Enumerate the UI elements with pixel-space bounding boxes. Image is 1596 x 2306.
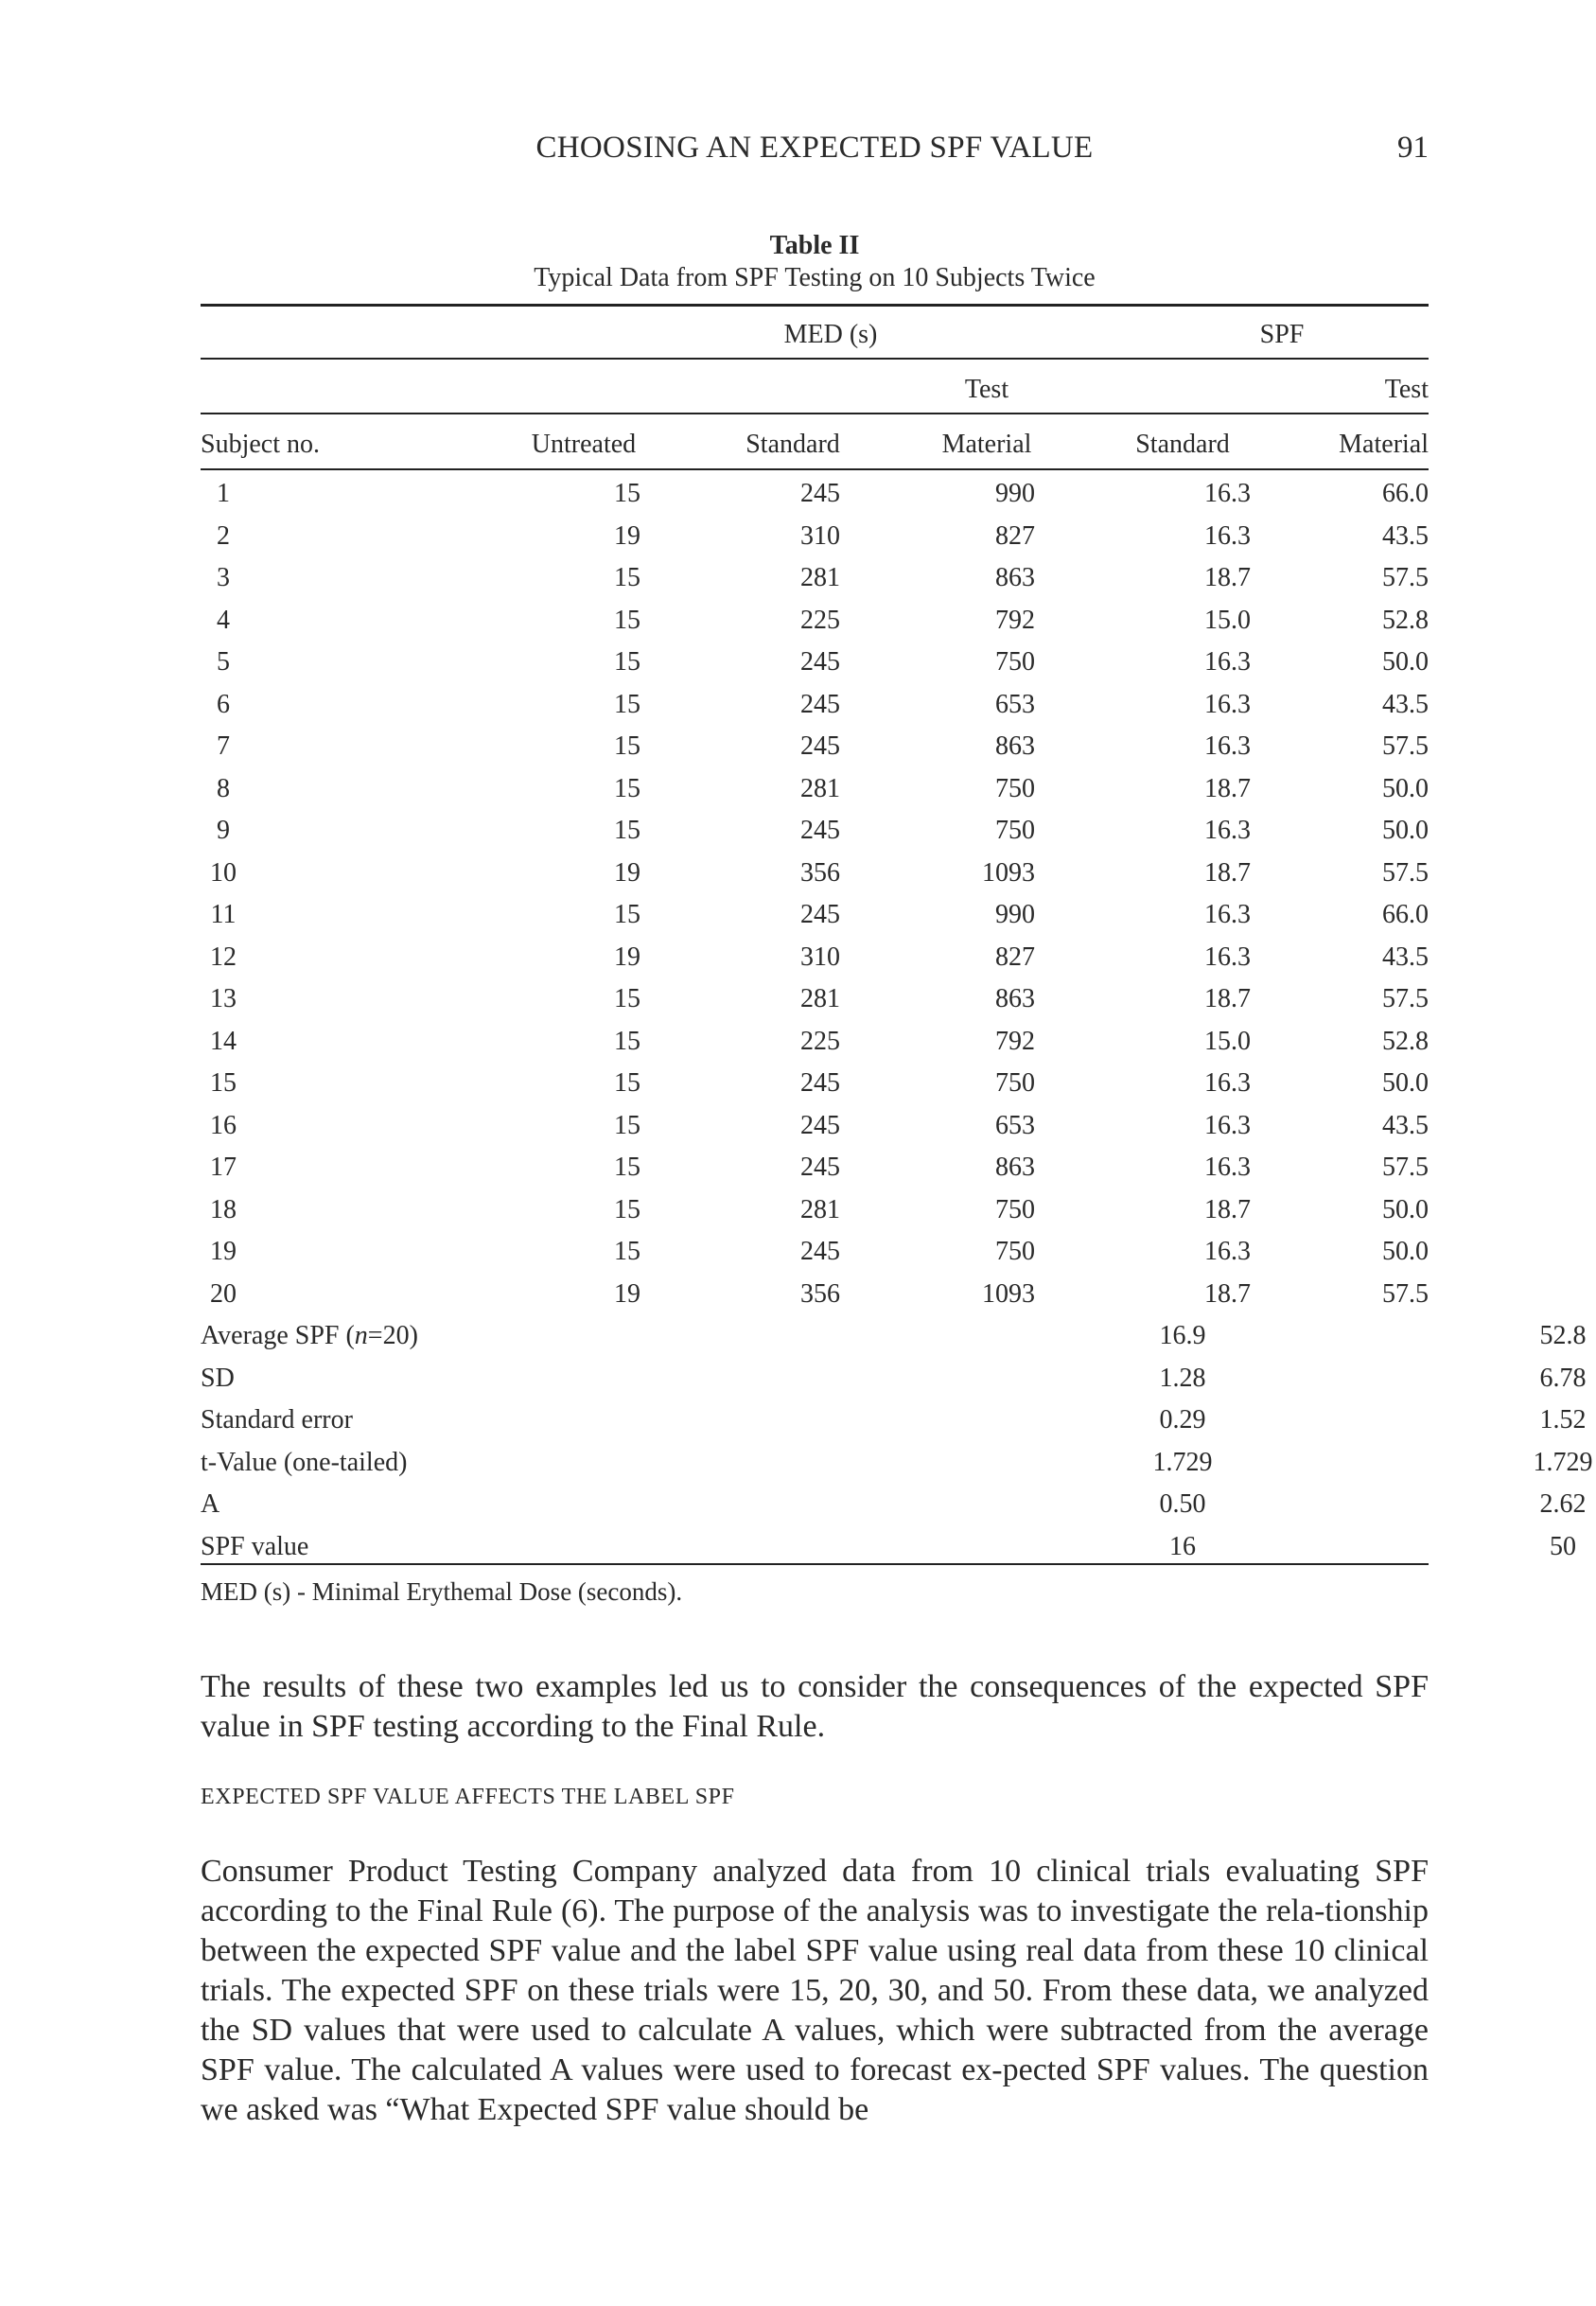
col-header-untreated: Untreated — [531, 430, 637, 459]
table-row — [201, 557, 1429, 599]
summary-row — [201, 1442, 1593, 1484]
cell-untreated: 15 — [614, 900, 640, 929]
summary-row — [201, 1315, 1587, 1357]
cell-subject: 17 — [210, 1153, 237, 1182]
cell-untreated: 15 — [614, 1026, 640, 1056]
table-row — [201, 1063, 1429, 1104]
cell-subject: 12 — [210, 942, 237, 972]
cell-spf-standard: 16.3 — [1204, 1237, 1251, 1266]
cell-med-test: 863 — [995, 984, 1035, 1013]
col-header-spf-material: Material — [1339, 430, 1429, 459]
summary-row — [201, 1399, 1587, 1441]
cell-med-standard: 245 — [800, 900, 840, 929]
cell-med-test: 990 — [995, 900, 1035, 929]
cell-spf-test: 43.5 — [1382, 1110, 1429, 1140]
table-row — [201, 726, 1429, 767]
cell-med-test: 863 — [995, 1153, 1035, 1182]
cell-subject: 9 — [217, 816, 230, 845]
cell-subject: 20 — [210, 1278, 237, 1309]
cell-spf-standard: 16.3 — [1204, 1153, 1251, 1182]
cell-subject: 2 — [217, 520, 230, 551]
cell-spf-test: 52.8 — [1382, 605, 1429, 635]
cell-untreated: 15 — [614, 563, 640, 592]
cell-spf-test: 57.5 — [1382, 563, 1429, 592]
cell-med-standard: 245 — [800, 1110, 840, 1140]
cell-spf-standard: 16.3 — [1204, 1110, 1251, 1140]
table-group-header-row — [201, 314, 1429, 356]
group-header-rule — [201, 358, 1429, 360]
cell-med-standard: 225 — [800, 1026, 840, 1056]
cell-spf-standard: 16.3 — [1204, 1068, 1251, 1098]
cell-untreated: 15 — [614, 647, 640, 677]
cell-med-test: 750 — [995, 1194, 1035, 1224]
table-bottom-rule — [201, 1563, 1429, 1565]
cell-subject: 1 — [217, 479, 230, 508]
cell-untreated: 15 — [614, 816, 640, 845]
table-row — [201, 473, 1429, 515]
cell-spf-test: 50.0 — [1382, 1194, 1429, 1224]
spf-group-header: SPF — [1259, 320, 1305, 349]
table-row — [201, 937, 1429, 978]
cell-subject: 5 — [217, 647, 230, 677]
cell-subject: 3 — [217, 563, 230, 592]
cell-subject: 7 — [217, 731, 230, 761]
cell-spf-test: 57.5 — [1382, 857, 1429, 888]
cell-spf-test: 50.0 — [1382, 773, 1429, 803]
cell-spf-standard: 16.3 — [1204, 900, 1251, 929]
table-label: Table II — [769, 231, 860, 260]
table-row — [201, 1105, 1429, 1147]
cell-spf-test: 66.0 — [1382, 479, 1429, 508]
table-row — [201, 684, 1429, 726]
table-row — [201, 1231, 1429, 1273]
cell-med-test: 653 — [995, 689, 1035, 719]
cell-untreated: 15 — [614, 605, 640, 635]
cell-subject: 8 — [217, 773, 230, 803]
cell-spf-standard: 16.3 — [1204, 479, 1251, 508]
summary-test: 1.52 — [1539, 1405, 1587, 1435]
cell-spf-standard: 18.7 — [1204, 1278, 1251, 1309]
col-header-standard: Standard — [745, 430, 840, 459]
cell-med-test: 750 — [995, 816, 1035, 845]
table-row — [201, 768, 1429, 810]
summary-label: Average SPF (n=20) — [201, 1321, 418, 1350]
table-sub-header-row — [201, 369, 1429, 411]
cell-spf-standard: 16.3 — [1204, 816, 1251, 845]
summary-standard: 16 — [1169, 1531, 1196, 1561]
cell-spf-test: 52.8 — [1382, 1026, 1429, 1056]
cell-subject: 18 — [210, 1194, 237, 1224]
table-row — [201, 642, 1429, 683]
cell-subject: 6 — [217, 689, 230, 719]
cell-spf-standard: 18.7 — [1204, 563, 1251, 592]
summary-test: 6.78 — [1539, 1363, 1587, 1393]
cell-spf-standard: 18.7 — [1204, 857, 1251, 888]
table-row — [201, 1189, 1429, 1231]
summary-test: 50 — [1550, 1531, 1576, 1561]
summary-label: Standard error — [201, 1405, 353, 1435]
summary-test: 2.62 — [1539, 1489, 1587, 1519]
cell-med-standard: 245 — [800, 647, 840, 677]
page-header — [201, 131, 1429, 172]
cell-spf-standard: 15.0 — [1204, 605, 1251, 635]
spf-test-subheader: Test — [1384, 375, 1429, 404]
cell-med-test: 750 — [995, 1068, 1035, 1098]
cell-med-test: 792 — [995, 1026, 1035, 1056]
table-row — [201, 600, 1429, 642]
sub-header-rule — [201, 413, 1429, 414]
cell-med-test: 1093 — [982, 857, 1035, 888]
cell-subject: 14 — [210, 1026, 237, 1056]
cell-med-standard: 310 — [800, 520, 840, 551]
cell-spf-test: 57.5 — [1382, 984, 1429, 1013]
table-row — [201, 810, 1429, 852]
cell-med-test: 863 — [995, 731, 1035, 761]
summary-standard: 0.50 — [1159, 1489, 1206, 1519]
cell-med-standard: 245 — [800, 479, 840, 508]
cell-spf-test: 66.0 — [1382, 900, 1429, 929]
cell-med-test: 827 — [995, 942, 1035, 972]
med-test-subheader: Test — [964, 375, 1009, 404]
med-group-header: MED (s) — [783, 320, 878, 349]
cell-med-standard: 245 — [800, 816, 840, 845]
page-number: 91 — [1397, 131, 1429, 165]
summary-row — [201, 1484, 1587, 1525]
cell-untreated: 15 — [614, 479, 640, 508]
cell-med-standard: 281 — [800, 773, 840, 803]
cell-spf-standard: 16.3 — [1204, 942, 1251, 972]
table-row — [201, 1021, 1429, 1063]
cell-untreated: 15 — [614, 1153, 640, 1182]
summary-row — [201, 1526, 1576, 1568]
section-heading: EXPECTED SPF VALUE AFFECTS THE LABEL SPF — [201, 1785, 735, 1809]
col-header-material: Material — [941, 430, 1032, 459]
table-row — [201, 516, 1429, 557]
cell-subject: 10 — [210, 857, 237, 888]
cell-med-test: 792 — [995, 605, 1035, 635]
cell-med-standard: 225 — [800, 605, 840, 635]
cell-spf-test: 50.0 — [1382, 816, 1429, 845]
cell-untreated: 15 — [614, 1194, 640, 1224]
cell-subject: 16 — [210, 1110, 237, 1140]
cell-spf-standard: 18.7 — [1204, 1194, 1251, 1224]
summary-test: 52.8 — [1539, 1321, 1587, 1350]
cell-med-standard: 281 — [800, 984, 840, 1013]
cell-spf-test: 57.5 — [1382, 1278, 1429, 1309]
cell-untreated: 19 — [614, 942, 640, 972]
cell-spf-standard: 15.0 — [1204, 1026, 1251, 1056]
cell-med-test: 1093 — [982, 1278, 1035, 1309]
cell-med-test: 750 — [995, 647, 1035, 677]
table-column-header-row — [201, 424, 1429, 466]
cell-med-standard: 245 — [800, 1068, 840, 1098]
column-header-rule — [201, 468, 1429, 470]
cell-spf-standard: 16.3 — [1204, 731, 1251, 761]
cell-untreated: 15 — [614, 1237, 640, 1266]
summary-label: SPF value — [201, 1531, 309, 1561]
summary-standard: 1.729 — [1152, 1447, 1213, 1477]
cell-med-test: 653 — [995, 1110, 1035, 1140]
paragraph-1: The results of these two examples led us to consider the consequences of the expected SPF value in SPF testing according to the Final Rule. — [201, 1669, 1429, 1744]
cell-med-standard: 245 — [800, 689, 840, 719]
cell-med-test: 827 — [995, 520, 1035, 551]
cell-spf-test: 43.5 — [1382, 520, 1429, 551]
cell-med-standard: 281 — [800, 1194, 840, 1224]
cell-subject: 13 — [210, 984, 237, 1013]
cell-untreated: 15 — [614, 689, 640, 719]
cell-med-standard: 281 — [800, 563, 840, 592]
cell-untreated: 15 — [614, 984, 640, 1013]
cell-spf-test: 57.5 — [1382, 731, 1429, 761]
cell-med-test: 863 — [995, 563, 1035, 592]
summary-standard: 16.9 — [1159, 1321, 1206, 1350]
cell-untreated: 15 — [614, 1068, 640, 1098]
summary-standard: 0.29 — [1159, 1405, 1206, 1435]
summary-label: SD — [201, 1363, 235, 1393]
cell-subject: 15 — [210, 1068, 237, 1098]
cell-untreated: 15 — [614, 773, 640, 803]
cell-med-standard: 245 — [800, 1237, 840, 1266]
summary-label: A — [201, 1489, 220, 1519]
cell-spf-test: 57.5 — [1382, 1153, 1429, 1182]
summary-row — [201, 1358, 1587, 1399]
cell-med-standard: 356 — [800, 857, 840, 888]
table-row — [201, 853, 1429, 894]
cell-untreated: 15 — [614, 1110, 640, 1140]
table-row — [201, 1147, 1429, 1188]
cell-untreated: 19 — [614, 520, 640, 551]
cell-spf-standard: 16.3 — [1204, 689, 1251, 719]
running-title: CHOOSING AN EXPECTED SPF VALUE — [535, 131, 1094, 165]
cell-med-standard: 245 — [800, 1153, 840, 1182]
paragraph-2: Consumer Product Testing Company analyzed data from 10 clinical trials evaluating SPF according to the Final Rule (6). The purpose of the analysis was to investigate the rela-tionship between the expected SPF value and the label SPF value using real data from these 10 clinical trials. The expected SPF on these trials were 15, 20, 30, and 50. From these data, we analyzed the SD values that were used to calculate A values, which were subtracted from the average SPF value. The calculated A values were used to forecast ex-pected SPF values. The question we asked was “What Expected SPF value should be — [201, 1854, 1429, 2127]
table-top-rule — [201, 304, 1429, 307]
cell-untreated: 15 — [614, 731, 640, 761]
table-title: Typical Data from SPF Testing on 10 Subjects Twice — [534, 263, 1096, 292]
summary-label: t-Value (one-tailed) — [201, 1447, 408, 1477]
table-row — [201, 1274, 1429, 1315]
cell-spf-standard: 16.3 — [1204, 520, 1251, 551]
col-header-spf-standard: Standard — [1135, 430, 1230, 459]
cell-spf-standard: 18.7 — [1204, 984, 1251, 1013]
cell-spf-test: 43.5 — [1382, 689, 1429, 719]
table-row — [201, 978, 1429, 1020]
cell-med-test: 750 — [995, 773, 1035, 803]
cell-spf-test: 50.0 — [1382, 1237, 1429, 1266]
cell-untreated: 19 — [614, 857, 640, 888]
cell-med-standard: 356 — [800, 1278, 840, 1309]
cell-med-test: 990 — [995, 479, 1035, 508]
cell-subject: 4 — [217, 605, 230, 635]
cell-med-standard: 310 — [800, 942, 840, 972]
summary-standard: 1.28 — [1159, 1363, 1206, 1393]
table-footnote: MED (s) - Minimal Erythemal Dose (seconds). — [201, 1577, 683, 1606]
cell-spf-test: 43.5 — [1382, 942, 1429, 972]
cell-med-test: 750 — [995, 1237, 1035, 1266]
summary-test: 1.729 — [1533, 1447, 1593, 1477]
cell-spf-test: 50.0 — [1382, 1068, 1429, 1098]
table-row — [201, 894, 1429, 936]
cell-spf-test: 50.0 — [1382, 647, 1429, 677]
cell-subject: 19 — [210, 1237, 237, 1266]
cell-subject: 11 — [210, 900, 237, 929]
cell-spf-standard: 16.3 — [1204, 647, 1251, 677]
cell-med-standard: 245 — [800, 731, 840, 761]
col-header-subject: Subject no. — [201, 430, 320, 459]
cell-untreated: 19 — [614, 1278, 640, 1309]
cell-spf-standard: 18.7 — [1204, 773, 1251, 803]
